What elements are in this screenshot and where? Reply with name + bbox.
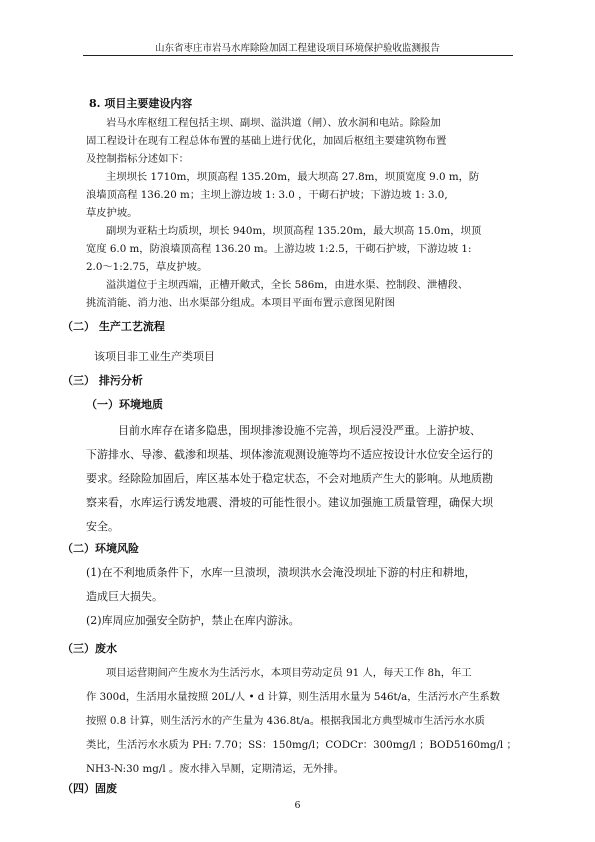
- pollution-analysis-heading: （三） 排污分析: [62, 374, 143, 387]
- sec8-intro-line-3: 及控制指标分述如下：: [86, 153, 189, 165]
- production-process-text: 该项目非工业生产类项目: [94, 350, 215, 363]
- risk-line-1: (1)在不利地质条件下，水库一旦溃坝，溃坝洪水会淹没坝址下游的村庄和耕地，: [86, 566, 476, 579]
- section-8-heading: 8. 项目主要建设内容: [89, 97, 193, 110]
- geo-line-1: 目前水库存在诸多隐患，围坝排渗设施不完善，坝后浸没严重。上游护坡、: [118, 424, 481, 437]
- geo-line-4: 察来看，水库运行诱发地震、滑坡的可能性很小。建议加强施工质量管理，确保大坝: [86, 496, 493, 509]
- main-dam-line-3: 草皮护坡。: [86, 207, 138, 219]
- header-rule: [83, 55, 513, 56]
- wastewater-heading: （三）废水: [62, 642, 117, 655]
- risk-heading: （二）环境风险: [62, 542, 139, 555]
- aux-dam-line-1: 副坝为亚粘土均质坝，坝长 940m，坝顶高程 135.20m，最大坝高 15.0m，坝顶: [106, 225, 482, 237]
- geo-line-3: 要求。经除险加固后，库区基本处于稳定状态，不会对地质产生大的影响。从地质勘: [86, 472, 493, 485]
- main-dam-line-2: 浪墙顶高程 136.20 m；主坝上游边坡 1: 3.0 ，干砌石护坡；下游边坡 1: 3.0,: [86, 189, 448, 201]
- risk-line-2: 造成巨大损失。: [86, 590, 163, 603]
- geo-heading: （一）环境地质: [86, 398, 163, 411]
- wastewater-line-3: 按照 0.8 计算，则生活污水的产生量为 436.8t/a。根据我国北方典型城市生活污水水质: [86, 715, 485, 727]
- spillway-line-2: 挑流消能、消力池、出水渠部分组成。本项目平面布置示意图见附图: [86, 297, 395, 309]
- sec8-intro-line-1: 岩马水库枢纽工程包括主坝、副坝、溢洪道（闸）、放水洞和电站。除险加: [106, 117, 441, 129]
- aux-dam-line-3: 2.0～1:2.75，草皮护坡。: [86, 261, 208, 273]
- spillway-line-1: 溢洪道位于主坝西端，正槽开敞式，全长 586m，由进水渠、控制段、泄槽段、: [106, 279, 469, 291]
- page-number: 6: [294, 800, 301, 811]
- main-dam-line-1: 主坝坝长 1710m，坝顶高程 135.20m，最大坝高 27.8m，坝顶宽度 9.0 m，防: [106, 171, 480, 183]
- risk-line-3: (2)库周应加强安全防护，禁止在库内游泳。: [86, 614, 300, 627]
- sec8-intro-line-2: 固工程设计在现有工程总体布置的基础上进行优化，加固后枢纽主要建筑物布置: [86, 135, 447, 147]
- geo-line-2: 下游排水、导渗、截渗和坝基、坝体渗流观测设施等均不适应按设计水位安全运行的: [86, 448, 493, 461]
- wastewater-line-1: 项目运营期间产生废水为生活污水，本项目劳动定员 91 人，每天工作 8h，年工: [106, 667, 472, 679]
- wastewater-line-2: 作 300d，生活用水量按照 20L/人 • d 计算，则生活用水量为 546t/a，生活污水产生系数: [86, 691, 500, 703]
- running-header: 山东省枣庄市岩马水库除险加固工程建设项目环境保护验收监测报告: [154, 43, 440, 54]
- geo-line-5: 安全。: [86, 520, 119, 533]
- wastewater-line-5: NH3-N:30 mg/l 。废水排入旱厕，定期清运，无外排。: [86, 763, 344, 775]
- wastewater-line-4: 类比，生活污水水质为 PH: 7.70；SS：150mg/l；CODCr：300mg/l ；BOD5160mg/l ；: [86, 739, 517, 751]
- solid-waste-heading: （四）固废: [62, 782, 117, 795]
- production-process-heading: （二） 生产工艺流程: [62, 320, 165, 333]
- aux-dam-line-2: 宽度 6.0 m，防浪墙顶高程 136.20 m。上游边坡 1:2.5，干砌石护坡，下游边坡 1:: [86, 243, 472, 255]
